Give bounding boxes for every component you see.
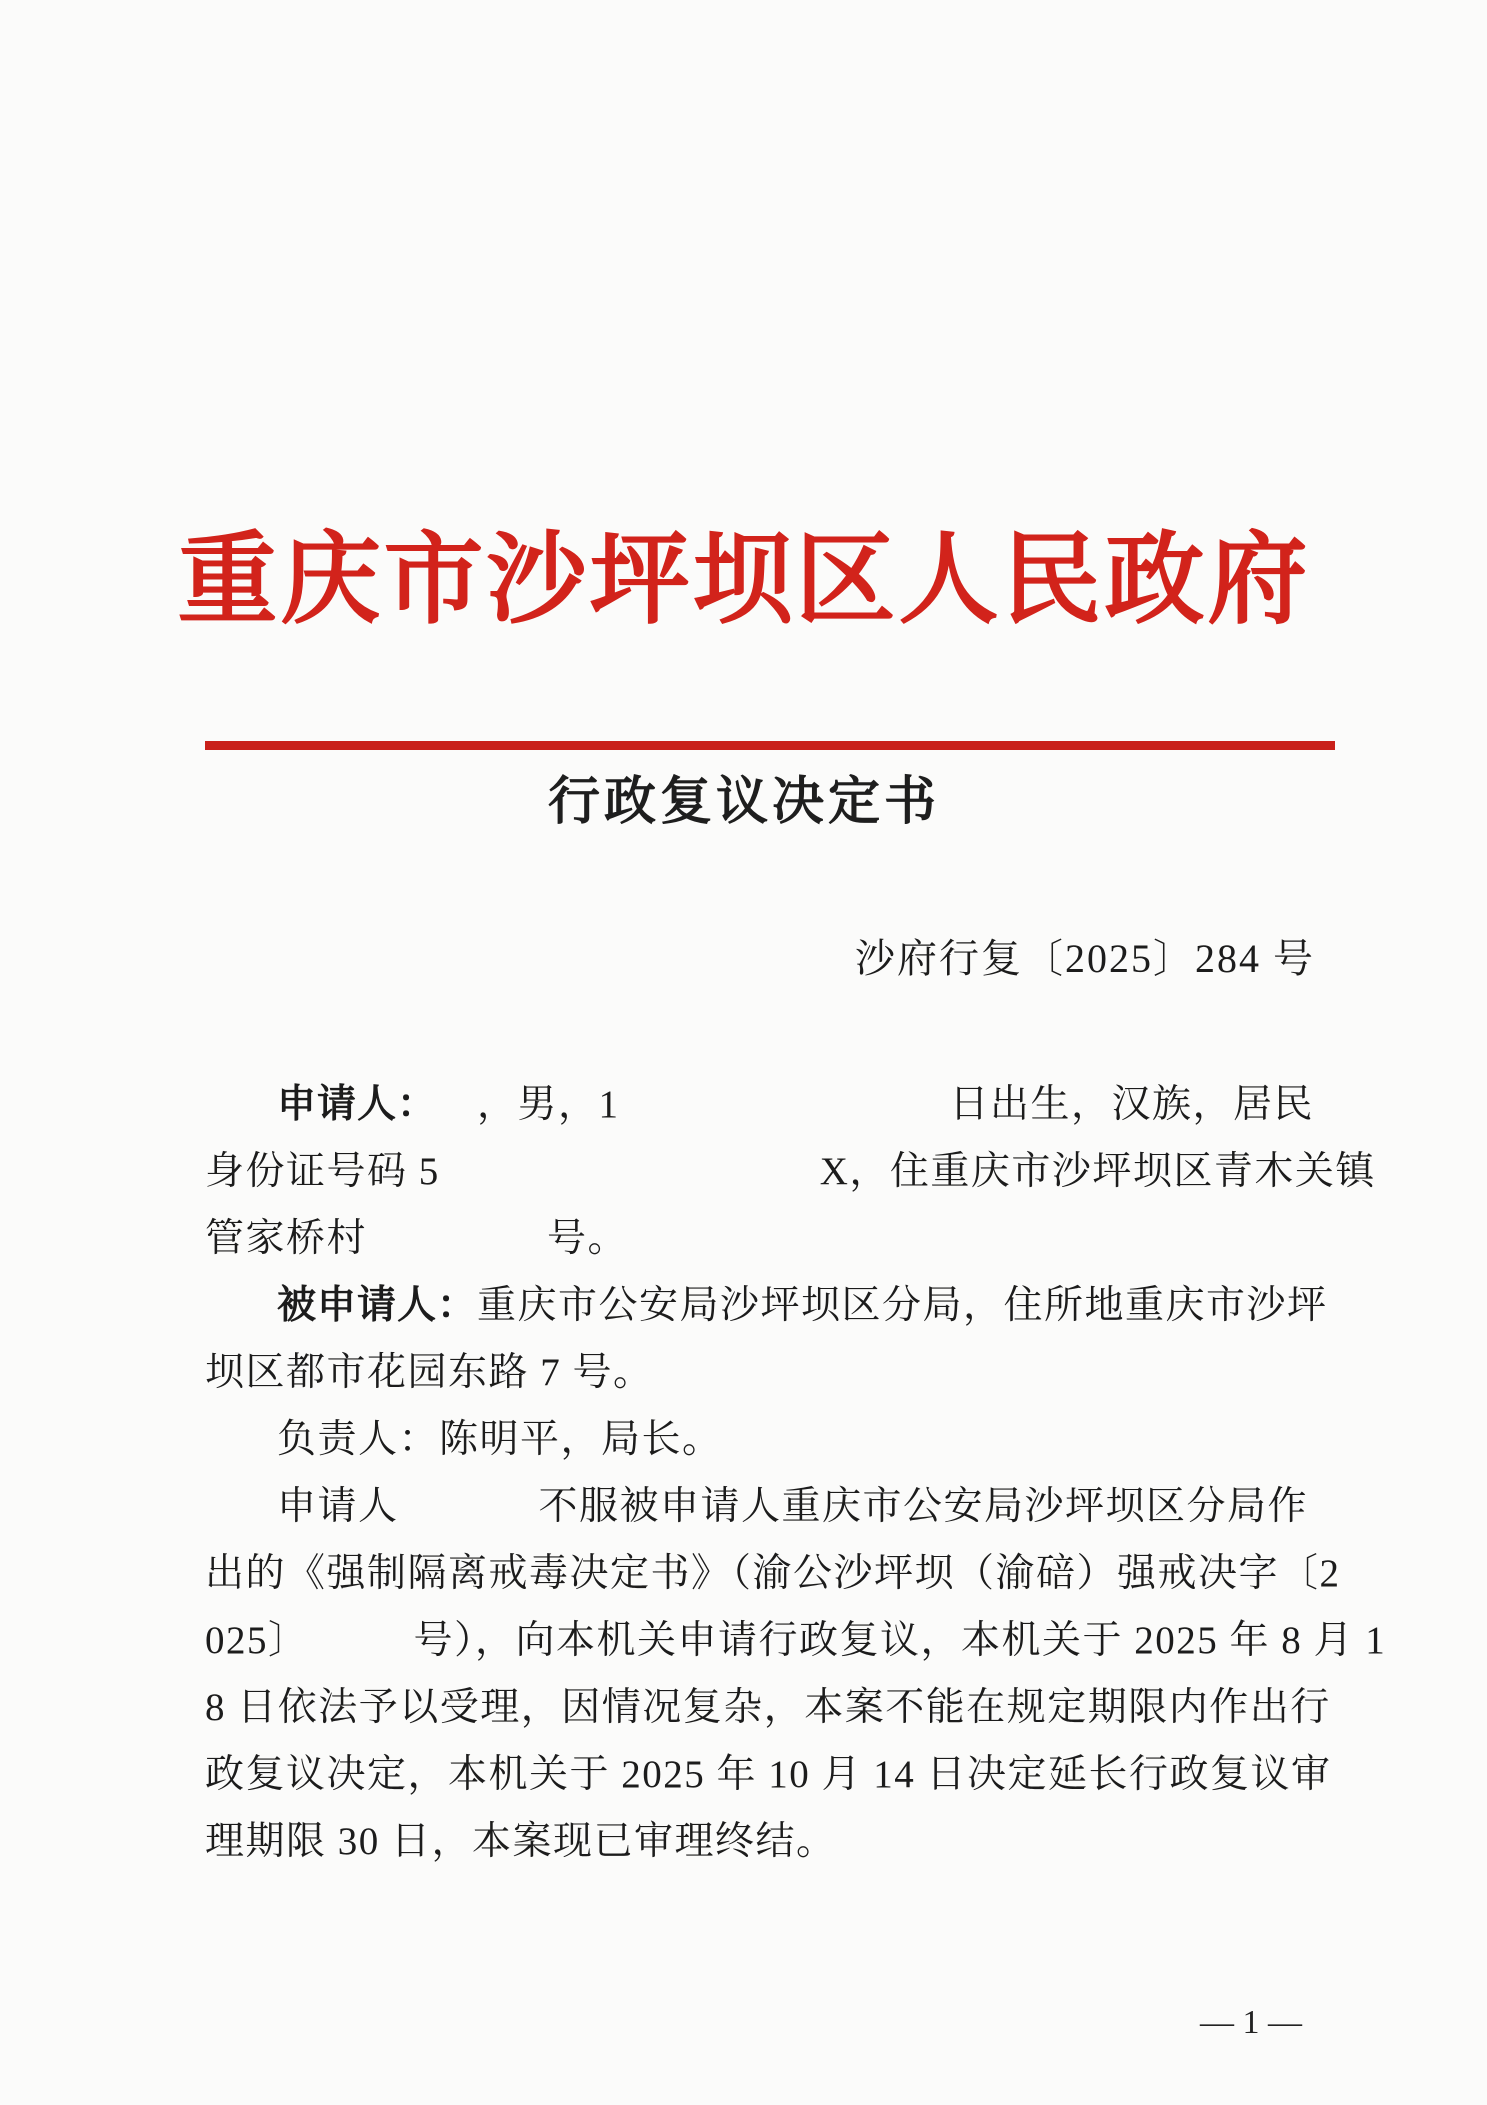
redaction-gap [437, 1116, 477, 1117]
text-segment: 025〕 [205, 1619, 309, 1662]
text-segment: 不服被申请人重庆市公安局沙坪坝区分局作 [538, 1485, 1309, 1528]
text-line-decision-ref [205, 1540, 1385, 1607]
redaction-gap [440, 1183, 820, 1184]
page-number: — 1 — [1200, 2004, 1302, 2041]
text-segment: 8 日依法予以受理，因情况复杂，本案不能在规定期限内作出行 [205, 1686, 1331, 1729]
text-line-acceptance [205, 1607, 1385, 1674]
text-line-conclusion [205, 1808, 1385, 1875]
text-segment: ，男，1 [477, 1083, 620, 1126]
text-segment: 身份证号码 5 [205, 1150, 440, 1193]
document-number: 沙府行复〔2025〕284 号 [855, 936, 1315, 981]
text-line-extension [205, 1741, 1385, 1808]
red-divider-rule [205, 741, 1335, 750]
respondent-label: 被申请人： [277, 1284, 478, 1327]
text-segment: 申请人 [277, 1485, 399, 1528]
text-segment: 号），向本机关申请行政复议，本机关于 2025 年 8 月 1 [413, 1619, 1387, 1662]
redaction-gap [620, 1116, 950, 1117]
text-segment: 理期限 30 日，本案现已审理终结。 [205, 1820, 837, 1863]
text-line-address [205, 1205, 1385, 1272]
text-segment: 政复议决定，本机关于 2025 年 10 月 14 日决定延长行政复议审 [205, 1753, 1332, 1796]
text-segment: 日出生，汉族，居民 [949, 1083, 1315, 1126]
text-line-applicant [205, 1071, 1385, 1138]
body-text [205, 1071, 1385, 1875]
redaction-gap [399, 1518, 539, 1519]
text-line-id-number [205, 1138, 1385, 1205]
text-segment: 坝区都市花园东路 7 号。 [205, 1351, 654, 1394]
text-segment: 负责人：陈明平，局长。 [277, 1418, 723, 1461]
redaction-gap [367, 1250, 547, 1251]
text-line-person-in-charge [205, 1406, 1385, 1473]
text-segment: X，住重庆市沙坪坝区青木关镇 [819, 1150, 1376, 1193]
redaction-gap [309, 1652, 414, 1653]
document-type-title: 行政复议决定书 [547, 774, 940, 831]
text-segment: 出的《强制隔离戒毒决定书》（渝公沙坪坝（渝碚）强戒决字〔2 [205, 1552, 1341, 1595]
applicant-label: 申请人： [277, 1083, 438, 1126]
text-segment: 号。 [547, 1217, 629, 1260]
issuer-title: 重庆市沙坪坝区人民政府 [177, 525, 1311, 636]
text-line-respondent-address [205, 1339, 1385, 1406]
text-segment: 管家桥村 [205, 1217, 368, 1260]
text-line-acceptance-2 [205, 1674, 1385, 1741]
text-line-case-intro [205, 1473, 1385, 1540]
text-line-respondent [205, 1272, 1385, 1339]
text-segment: 重庆市公安局沙坪坝区分局，住所地重庆市沙坪 [477, 1284, 1328, 1327]
